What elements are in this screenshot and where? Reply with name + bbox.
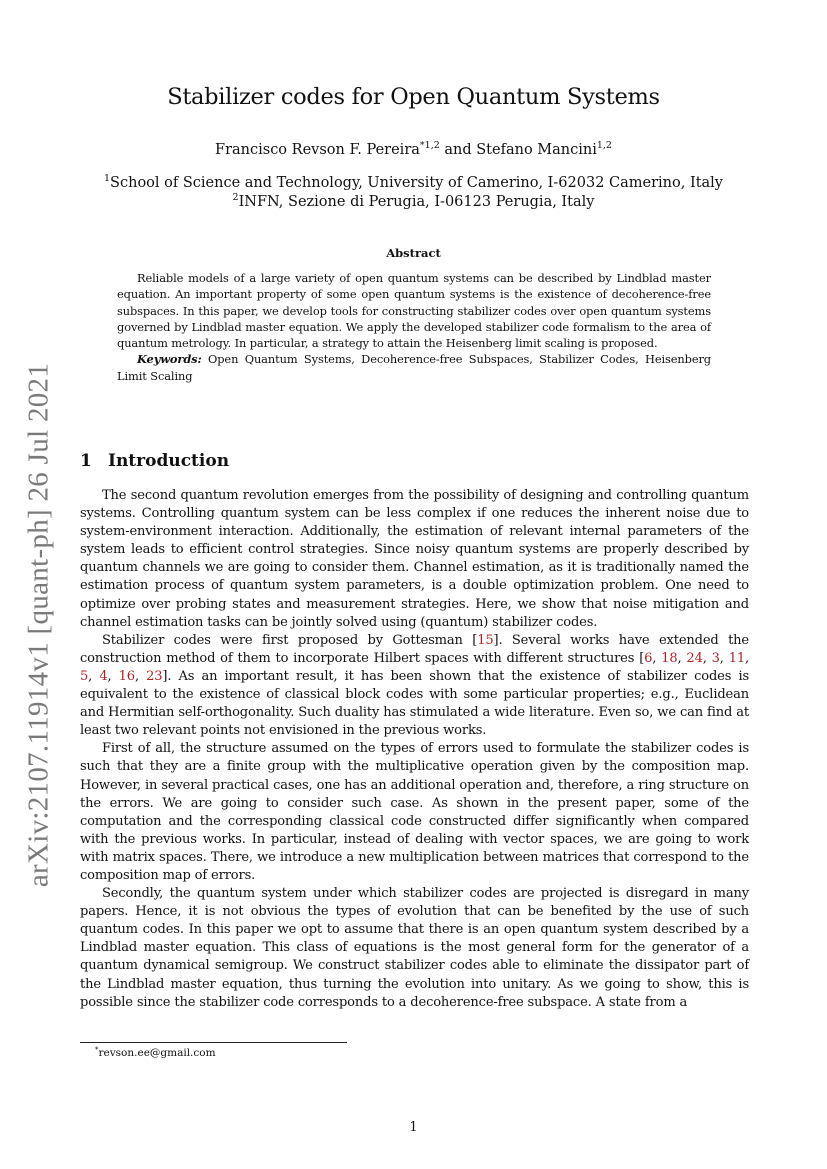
- paper-title: Stabilizer codes for Open Quantum Systems: [167, 84, 660, 110]
- affiliation-1-text: School of Science and Technology, University of Camerino, I-62032 Camerino, Italy: [110, 175, 723, 191]
- paragraph-2-part-a: Stabilizer codes were first proposed by Gottesman [: [102, 632, 478, 648]
- citation-link[interactable]: 6: [644, 650, 653, 666]
- keywords-line: [117, 351, 711, 384]
- section-title: Introduction: [108, 451, 230, 471]
- affiliation-2-mark: 2: [232, 192, 239, 203]
- citation-link[interactable]: 4: [99, 668, 108, 684]
- affiliation-1-mark: 1: [104, 173, 111, 184]
- author-conjunction: and: [439, 142, 477, 158]
- page-number: 1: [409, 1120, 418, 1135]
- paragraph-1: The second quantum revolution emerges from the possibility of designing and controlling quantum systems. Controlling quantum system can be less complex if one reduces the inherent noise due to system-environment interaction. Additionally, the estimation of relevant internal parameters of the system leads to efficient control strategies. Since noisy quantum systems are properly described by quantum channels we are going to consider them. Channel estimation, as it is traditionally named the estimation process of quantum system parameters, is a double optimization problem. One need to optimize over probing states and measurement strategies. Here, we show that noise mitigation and channel estimation tasks can be jointly solved using (quantum) stabilizer codes.: [80, 488, 749, 630]
- paragraph-4: Secondly, the quantum system under which stabilizer codes are projected is disregard in many papers. Hence, it is not obvious the types of evolution that can be benefited by the use of such quantum codes. In this paper we opt to assume that there is an open quantum system described by a Lindblad master equation. This class of equations is the most general form for the generator of a quantum dynamical semigroup. We construct stabilizer codes able to eliminate the dissipator part of the Lindblad master equation, thus turning the evolution into unitary. As we going to show, this is possible since the stabilizer code corresponds to a decoherence-free subspace. A state from a: [80, 886, 749, 1010]
- abstract-text: Reliable models of a large variety of open quantum systems can be described by Lindblad master equation. An important property of some open quantum systems is the existence of decoherence-free subspaces. In this paper, we develop tools for constructing stabilizer codes over open quantum systems governed by Lindblad master equation. We apply the developed stabilizer code formalism to the area of quantum metrology. In particular, a strategy to attain the Heisenberg limit scaling is proposed.: [117, 271, 711, 351]
- keywords-list: Open Quantum Systems, Decoherence-free Subspaces, Stabilizer Codes, Heisenberg Limit Scaling: [117, 352, 711, 383]
- citation-link[interactable]: 24: [686, 650, 703, 666]
- section-number: 1: [80, 451, 92, 471]
- citation-link[interactable]: 18: [661, 650, 678, 666]
- paragraph-2-part-c: ]. As an important result, it has been shown that the existence of stabilizer codes is equivalent to the existence of classical block codes with some particular properties; e.g., Euclidean and Hermitian self-orthogonality. Such duality has stimulated a wide literature. Even so, we can find at least two relevant points not envisioned in the previous works.: [80, 668, 750, 739]
- footnote-email: revson.ee@gmail.com: [98, 1047, 216, 1059]
- citation-link[interactable]: 23: [146, 668, 163, 684]
- affiliation-1: [80, 175, 747, 191]
- abstract-body: [117, 270, 711, 384]
- paragraph-2: Stabilizer codes were first proposed by Gottesman [15]. Several works have extended the construction method of them to incorporate Hilbert spaces with different structures [6, 18, 24, 3, 11, 5, 4, 16, 23]. As an important result, it has been shown that the existence of stabilizer codes is equivalent to the existence of classical block codes with some particular properties; e.g., Euclidean and Hermitian self-orthogonality. Such duality has stimulated a wide literature. Even so, we can find at least two relevant points not envisioned in the previous works.: [80, 632, 750, 739]
- abstract-heading: Abstract: [386, 246, 441, 260]
- author-2-marks: 1,2: [596, 140, 612, 151]
- citation-link[interactable]: 15: [477, 632, 494, 648]
- section-heading-introduction: [80, 451, 229, 471]
- keywords-label: Keywords:: [137, 352, 202, 367]
- paragraph-2-part-b: ]. Several works have extended the construction method of them to incorporate Hilbert spaces with different structures [: [80, 632, 749, 666]
- citation-link[interactable]: 3: [711, 650, 720, 666]
- affiliation-2: [80, 194, 747, 210]
- citation-link[interactable]: 16: [118, 668, 135, 684]
- footnote-mark: *: [95, 1046, 99, 1054]
- introduction-body: [80, 487, 749, 1012]
- author-2-name: Stefano Mancini: [476, 142, 597, 158]
- affiliation-2-text: INFN, Sezione di Perugia, I-06123 Perugia, Italy: [238, 194, 595, 210]
- author-1-marks: *1,2: [419, 140, 440, 151]
- author-line: [80, 142, 747, 158]
- footnote: [95, 1047, 216, 1059]
- citation-link[interactable]: 11: [728, 650, 746, 666]
- arxiv-id-text: arXiv:2107.11914v1 [quant-ph] 26 Jul 2021: [22, 362, 55, 888]
- citation-link[interactable]: 5: [80, 668, 89, 684]
- author-1-name: Francisco Revson F. Pereira: [215, 142, 420, 158]
- paragraph-3: First of all, the structure assumed on the types of errors used to formulate the stabilizer codes is such that they are a finite group with the multiplicative operation given by the composition map. However, in several practical cases, one has an additional operation and, therefore, a ring structure on the errors. We are going to consider such case. As shown in the present paper, some of the computation and the corresponding classical code constructed differ significantly when compared with the previous works. In particular, instead of dealing with vector spaces, we are going to work with matrix spaces. There, we introduce a new multiplication between matrices that correspond to the composition map of errors.: [80, 741, 749, 883]
- footnote-divider: [80, 1042, 347, 1043]
- arxiv-identifier-stamp: [14, 362, 64, 888]
